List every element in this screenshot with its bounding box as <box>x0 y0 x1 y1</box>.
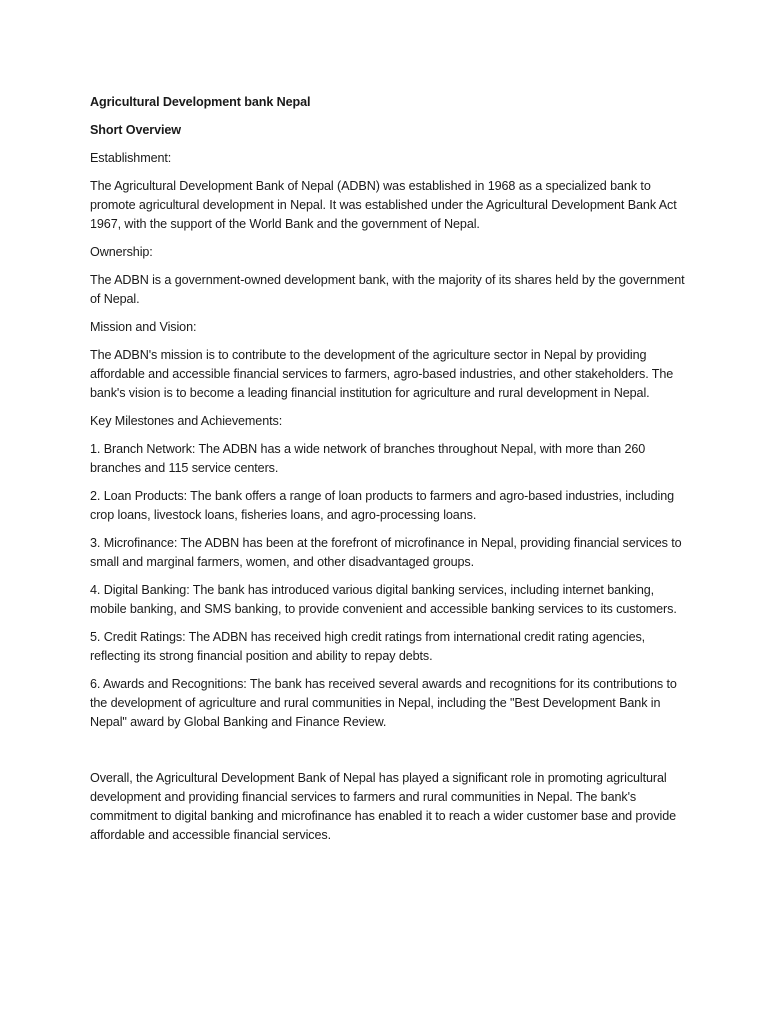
mission-paragraph: The ADBN's mission is to contribute to the development of the agriculture sector in Nepal by providing affordable and accessible financial services to farmers, agro-based industries, and other stakeholders. The bank's vision is to become a leading financial institution for agriculture and rural development in Nepal. <box>90 348 674 400</box>
milestone-item: 6. Awards and Recognitions: The bank has received several awards and recognitions for its contributions to the development of agriculture and rural communities in Nepal, including the "Best Development Bank in Nepal" award by Global Banking and Finance Review. <box>90 677 677 729</box>
ownership-heading: Ownership: <box>90 245 153 259</box>
establishment-paragraph: The Agricultural Development Bank of Nepal (ADBN) was established in 1968 as a specialized bank to promote agricultural development in Nepal. It was established under the Agricultural Development Bank Act 1967, with the support of the World Bank and the government of Nepal. <box>90 179 677 231</box>
milestone-item: 2. Loan Products: The bank offers a range of loan products to farmers and agro-based industries, including crop loans, livestock loans, fisheries loans, and agro-processing loans. <box>90 489 675 522</box>
paragraph-spacer <box>90 741 688 769</box>
mission-heading: Mission and Vision: <box>90 320 197 334</box>
milestones-heading: Key Milestones and Achievements: <box>90 414 283 428</box>
establishment-heading: Establishment: <box>90 151 172 165</box>
document-title: Agricultural Development bank Nepal <box>90 95 311 109</box>
milestone-item: 5. Credit Ratings: The ADBN has received high credit ratings from international credit rating agencies, reflecting its strong financial position and ability to repay debts. <box>90 630 646 663</box>
conclusion-paragraph: Overall, the Agricultural Development Bank of Nepal has played a significant role in promoting agricultural development and providing financial services to farmers and rural communities in Nepal. The bank's commitment to digital banking and microfinance has enabled it to reach a wider customer base and provide affordable and accessible financial services. <box>90 771 677 842</box>
milestone-item: 4. Digital Banking: The bank has introduced various digital banking services, including internet banking, mobile banking, and SMS banking, to provide convenient and accessible banking services to its customers. <box>90 583 677 616</box>
document-subtitle: Short Overview <box>90 123 181 137</box>
ownership-paragraph: The ADBN is a government-owned development bank, with the majority of its shares held by the government of Nepal. <box>90 273 685 306</box>
milestone-item: 3. Microfinance: The ADBN has been at the forefront of microfinance in Nepal, providing financial services to small and marginal farmers, women, and other disadvantaged groups. <box>90 536 682 569</box>
milestone-item: 1. Branch Network: The ADBN has a wide network of branches throughout Nepal, with more than 260 branches and 115 service centers. <box>90 442 646 475</box>
